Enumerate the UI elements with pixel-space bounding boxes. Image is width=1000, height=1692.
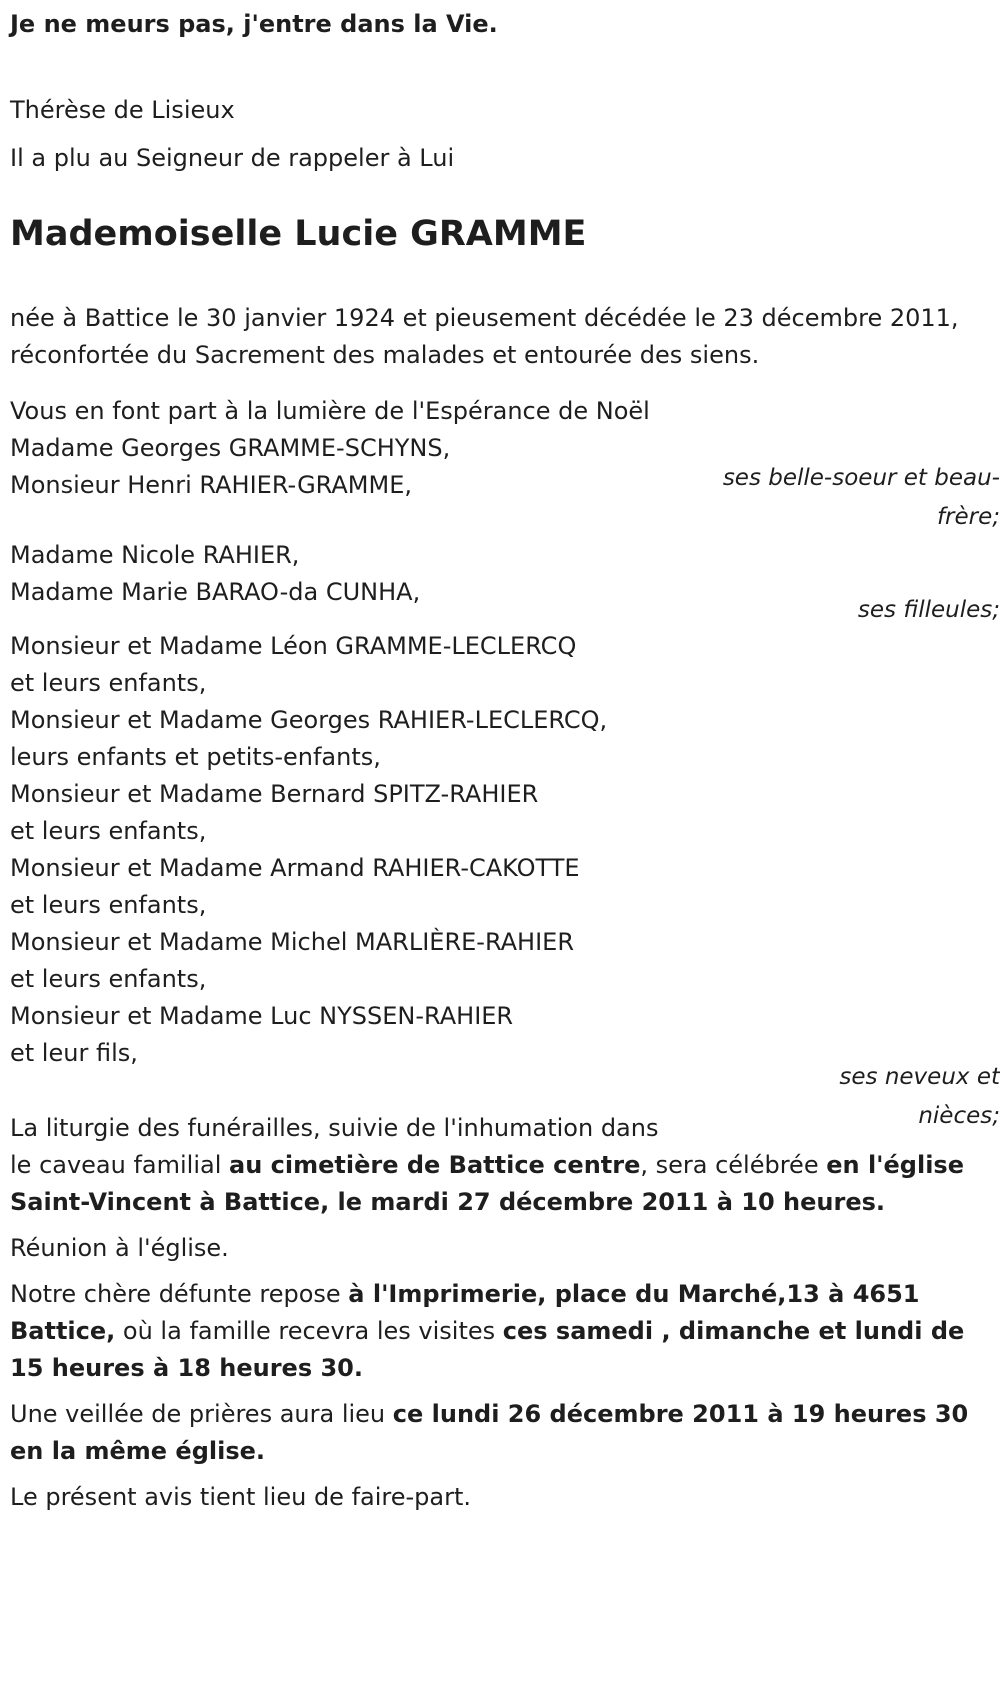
family-member: Monsieur et Madame Michel MARLIÈRE-RAHIER [10, 928, 575, 956]
family-member: Madame Marie BARAO-da CUNHA, [10, 578, 421, 606]
family-member: et leurs enfants, [10, 669, 207, 697]
cemetery-text: au cimetière de Battice centre [229, 1151, 641, 1179]
family-member: Monsieur Henri RAHIER-GRAMME, [10, 471, 413, 499]
funeral-line1: La liturgie des funérailles, suivie de l'inhumation dans [10, 1114, 659, 1142]
relation-neveux: ses neveux et nièces; [839, 1064, 1000, 1129]
family-member: Monsieur et Madame Luc NYSSEN-RAHIER [10, 1002, 514, 1030]
family-member: Madame Nicole RAHIER, [10, 541, 300, 569]
vigil-paragraph [10, 1396, 990, 1470]
family-member: et leurs enfants, [10, 891, 207, 919]
birth-death-text: née à Battice le 30 janvier 1924 et pieusement décédée le 23 décembre 2011, réconfortée du Sacrement des malades et entourée des siens. [10, 304, 959, 369]
quote-block [10, 86, 970, 182]
funeral-block [10, 1110, 990, 1525]
family-member: et leur fils, [10, 1039, 138, 1067]
family-member: Monsieur et Madame Léon GRAMME-LECLERCQ [10, 632, 577, 660]
family-member: Monsieur et Madame Georges RAHIER-LECLERCQ, [10, 706, 608, 734]
repose-seg1: Notre chère défunte repose [10, 1280, 349, 1308]
reunion-text: Réunion à l'église. [10, 1234, 229, 1262]
quote-author: Thérèse de Lisieux [10, 96, 235, 124]
family-member: Madame Georges GRAMME-SCHYNS, [10, 434, 451, 462]
intro-text: Il a plu au Seigneur de rappeler à Lui [10, 144, 455, 172]
announce-intro: Vous en font part à la lumière de l'Espérance de Noël [10, 397, 650, 425]
vigil-datetime: ce lundi 26 décembre 2011 à 19 heures 30 en la même église. [10, 1400, 969, 1465]
family-member: et leurs enfants, [10, 965, 207, 993]
closing-text: Le présent avis tient lieu de faire-part. [10, 1483, 472, 1511]
funeral-paragraph [10, 1110, 990, 1221]
visit-times: ces samedi , dimanche et lundi de 15 heures à 18 heures 30. [10, 1317, 965, 1382]
deceased-name: Mademoiselle Lucie GRAMME [10, 214, 587, 254]
birth-death-paragraph [10, 300, 990, 374]
funeral-seg3: , sera célébrée [640, 1151, 827, 1179]
repose-seg3: où la famille recevra les visites [115, 1317, 503, 1345]
vigil-seg1: Une veillée de prières aura lieu [10, 1400, 393, 1428]
church-datetime: en l'église Saint-Vincent à Battice, le mardi 27 décembre 2011 à 10 heures. [10, 1151, 964, 1216]
repose-paragraph [10, 1276, 990, 1387]
motto: Je ne meurs pas, j'entre dans la Vie. [10, 10, 498, 38]
relation-filleules: ses filleules; [857, 597, 1000, 623]
family-member: et leurs enfants, [10, 817, 207, 845]
family-member: Monsieur et Madame Bernard SPITZ-RAHIER [10, 780, 539, 808]
nephews-block [10, 628, 970, 1072]
family-member: leurs enfants et petits-enfants, [10, 743, 381, 771]
funeral-seg1: le caveau familial [10, 1151, 230, 1179]
family-member: Monsieur et Madame Armand RAHIER-CAKOTTE [10, 854, 580, 882]
relation-belle-soeur: ses belle-soeur et beau-frère; [722, 465, 1000, 530]
repose-location: à l'Imprimerie, place du Marché,13 à 4651 Battice, [10, 1280, 920, 1345]
